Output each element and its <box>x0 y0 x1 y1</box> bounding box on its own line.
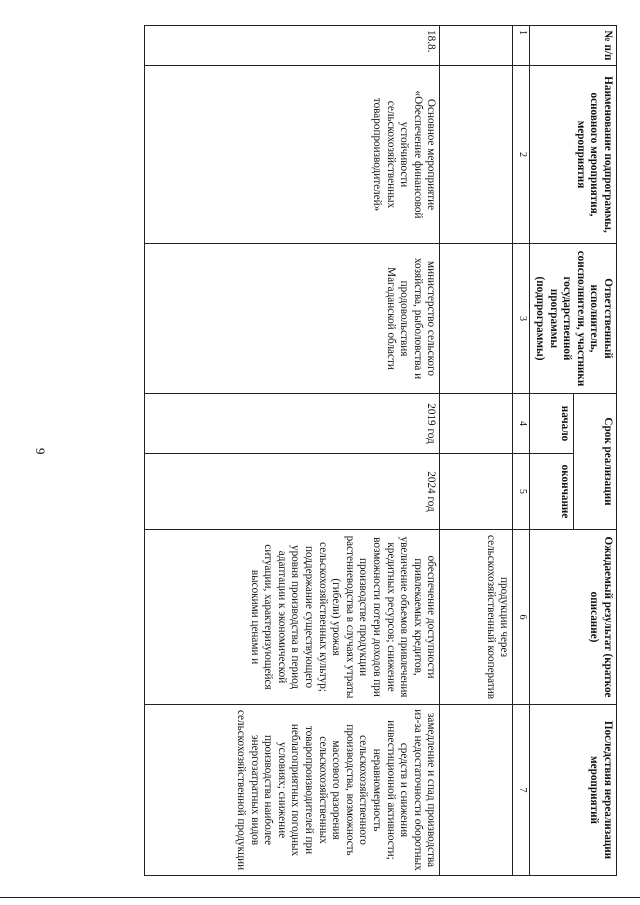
rotated-table-container <box>70 25 617 875</box>
row-end: 2024 год <box>145 454 440 530</box>
header-num: № п/п <box>530 26 617 66</box>
continuation-cell <box>440 244 513 394</box>
continuation-row <box>440 26 513 876</box>
header-result: Ожидаемый результат (краткое описание) <box>530 530 617 705</box>
page-bottom-rule <box>0 897 640 898</box>
header-responsible: Ответственный исполнитель, соисполнители, участники государственной программы (подпрограммы) <box>530 244 617 394</box>
row-result: обеспечение доступности привлекаемых кредитов, увеличение объемов привлечения кредитных ресурсов; снижение возможности потери доходов при производстве продукции растениеводства в случаях утраты (гибели) урожая сельскохозяйственных культур; поддержание существующего уровня производства в период адаптации к экономической ситуации, характеризующейся высокими ценами и <box>145 530 440 705</box>
table-row <box>145 26 440 876</box>
column-number: 1 <box>513 26 530 66</box>
continuation-cell <box>440 394 513 454</box>
row-name: Основное мероприятие «Обеспечение финансовой устойчивости сельскохозяйственных товаропроизводителей» <box>145 66 440 244</box>
header-start: начало <box>530 394 573 454</box>
page-number: 9 <box>33 448 48 455</box>
measures-table <box>144 25 617 876</box>
row-responsible: министерство сельского хозяйства, рыболовства и продовольствия Магаданской области <box>145 244 440 394</box>
column-numbers-row <box>513 26 530 876</box>
header-name: Наименование подпрограммы, основного мероприятия, мероприятия <box>530 66 617 244</box>
column-number: 6 <box>513 530 530 705</box>
continuation-cell <box>440 26 513 66</box>
header-period: Срок реализации <box>573 394 616 530</box>
row-number: 18.8. <box>145 26 440 66</box>
continuation-cell <box>440 454 513 530</box>
column-number: 5 <box>513 454 530 530</box>
column-number: 3 <box>513 244 530 394</box>
column-number: 7 <box>513 705 530 876</box>
row-start: 2019 год <box>145 394 440 454</box>
row-consequences: замедление и спад производства из-за недостаточности оборотных средств и снижения инвестиционной активности; неравномерность сельскохозяйственного производства, возможность массового разорения сельскохозяйственных товаропроизводителей при неблагоприятных погодных условиях; снижение производства наиболее энергозатратных видов сельскохозяйственной продукции <box>145 705 440 876</box>
header-row <box>573 26 616 876</box>
continuation-cell <box>440 66 513 244</box>
continuation-cell <box>440 705 513 876</box>
column-number: 2 <box>513 66 530 244</box>
column-number: 4 <box>513 394 530 454</box>
continuation-result: продукции через сельскохозяйственный кооператив <box>440 530 513 705</box>
header-consequences: Последствия нереализации мероприятий <box>530 705 617 876</box>
header-end: окончание <box>530 454 573 530</box>
